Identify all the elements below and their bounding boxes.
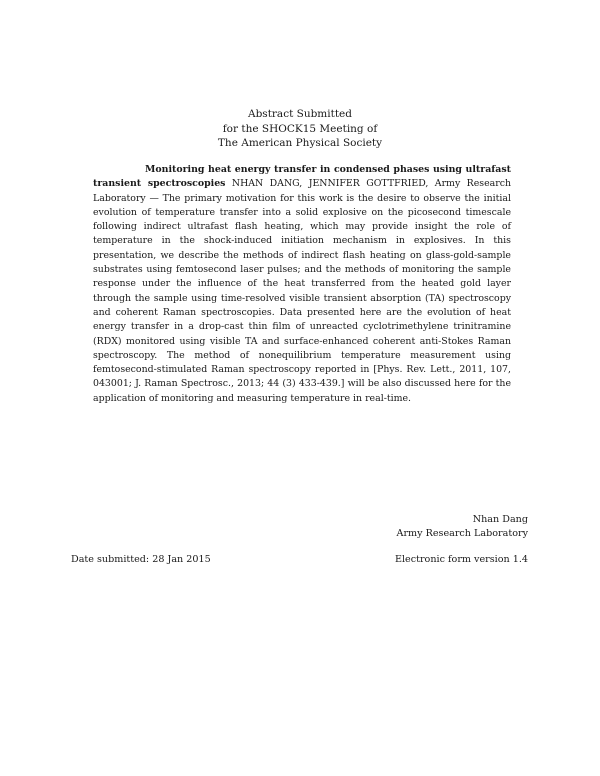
header-line-meeting: for the SHOCK15 Meeting of: [222, 122, 378, 135]
abstract-body: The primary motivation for this work is the desire to observe the initial evolution of temperature transfer into a solid explosive on the picosecond timescale following indirect ultrafast flash heating, which may provide insight the role of temperature in the shock-induced initiation mechanism in explosives. In this presentation, we describe the methods of indirect flash heating on glass-gold-sample substrates using femtosecond laser pulses; and the methods of monitoring the sample response under the influence of the heat transferred from the heated gold layer through the sample using time-resolved visible transient absorption (TA) spectroscopy and coherent Raman spectroscopies. Data presented here are the evolution of heat energy transfer in a drop-cast thin film of unreacted cyclotrimethylene trinitramine (RDX) monitored using visible TA and surface-enhanced coherent anti-Stokes Raman spectroscopy. The method of nonequilibrium temperature measurement using femtosecond-stimulated Raman spectroscopy reported in [Phys. Rev. Lett., 2011, 107, 043001; J. Raman Spectrosc., 2013; 44 (3) 433-439.] will be also discussed here for the application of monitoring and measuring temperature in real-time.: [93, 192, 511, 404]
header-line-abstract-submitted: Abstract Submitted: [248, 108, 352, 120]
signature-affiliation: Army Research Laboratory: [396, 528, 528, 540]
form-version: Electronic form version 1.4: [394, 554, 528, 565]
date-submitted: Date submitted: 28 Jan 2015: [71, 554, 211, 565]
abstract-paragraph: [93, 163, 511, 406]
signature-name: Nhan Dang: [472, 514, 528, 525]
header-line-society: The American Physical Society: [217, 137, 383, 150]
author-signature-block: [397, 513, 528, 542]
abstract-authors: NHAN DANG, JENNIFER GOTTFRIED, Army Research Laboratory: [93, 178, 511, 204]
submission-header: [0, 107, 600, 151]
abstract-title: Monitoring heat energy transfer in condensed phases using ultrafast transient spectroscopies: [93, 164, 511, 190]
abstract-separator: —: [145, 192, 163, 204]
